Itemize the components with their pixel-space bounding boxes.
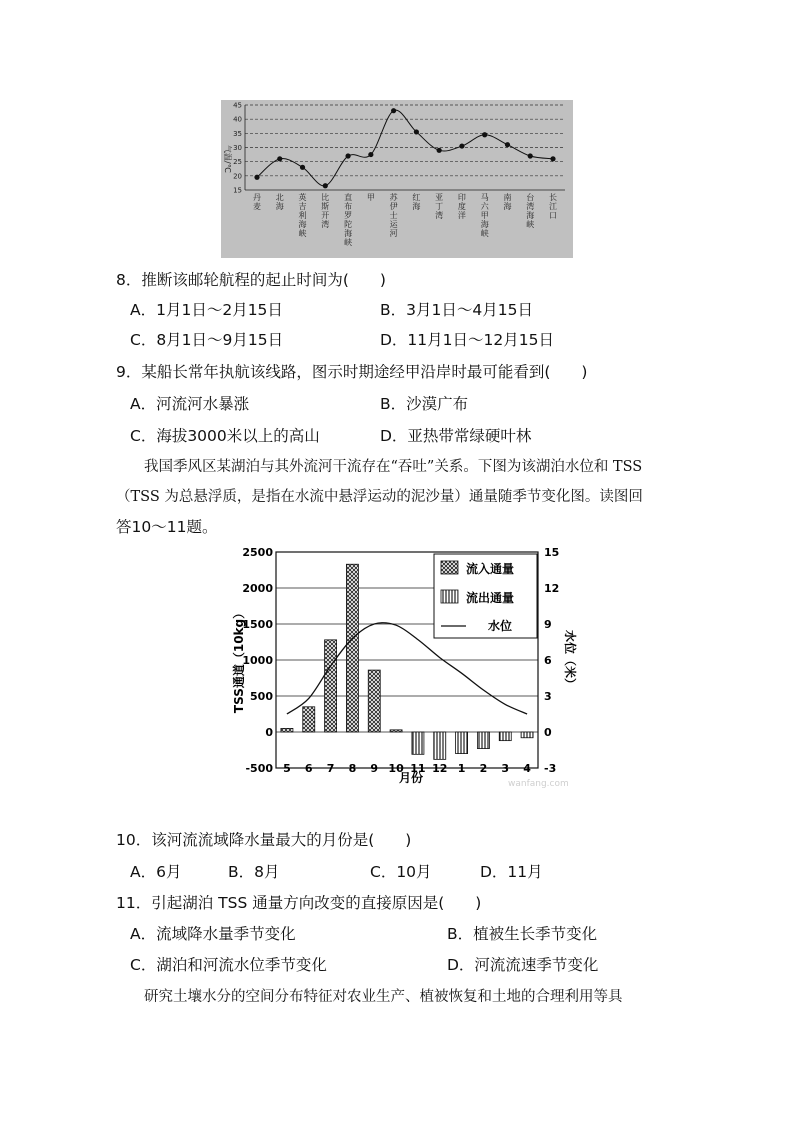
chart2-left-tick-label: 0 bbox=[265, 726, 273, 739]
temperature-point bbox=[482, 132, 487, 137]
passage-line-2: （TSS 为总悬浮质，是指在水流中悬浮运动的泥沙量）通量随季节变化图。读图回 bbox=[116, 489, 643, 505]
q11-stem: 11．引起湖泊 TSS 通量方向改变的直接原因是( ) bbox=[116, 894, 482, 912]
chart2-left-tick-label: -500 bbox=[245, 762, 273, 775]
tss-waterlevel-chart bbox=[226, 546, 582, 790]
chart1-x-tick-label: 比斯开湾 bbox=[321, 193, 330, 229]
temperature-point bbox=[391, 108, 396, 113]
chart2-x-axis-label: 月份 bbox=[398, 771, 424, 785]
temperature-point bbox=[414, 129, 419, 134]
legend-outflow-label: 流出通量 bbox=[466, 591, 515, 605]
chart2-x-tick-label: 11 bbox=[410, 762, 426, 775]
temperature-point bbox=[528, 153, 533, 158]
q11-option-a[interactable]: A．流域降水量季节变化 bbox=[130, 925, 296, 943]
inflow-bar bbox=[281, 728, 293, 732]
temperature-point bbox=[277, 156, 282, 161]
chart2-x-tick-label: 1 bbox=[457, 762, 466, 775]
q8-option-a[interactable]: A．1月1日～2月15日 bbox=[130, 301, 283, 319]
legend-inflow-label: 流入通量 bbox=[466, 562, 515, 576]
temperature-point bbox=[300, 165, 305, 170]
chart2-right-tick-label: 15 bbox=[544, 546, 560, 559]
outflow-bar bbox=[456, 732, 468, 754]
inflow-bar bbox=[368, 670, 380, 732]
chart1-x-tick-label: 直布罗陀海峡 bbox=[344, 193, 353, 247]
chart1-x-tick-label: 南海 bbox=[503, 193, 512, 211]
temperature-route-chart bbox=[221, 100, 573, 258]
watermark: wanfang.com bbox=[508, 779, 569, 789]
chart2-y-axis-label-right: 水位（米） bbox=[563, 629, 577, 691]
temperature-point bbox=[437, 148, 442, 153]
legend-waterlevel-label: 水位 bbox=[488, 619, 513, 633]
passage2-line-1: 研究土壤水分的空间分布特征对农业生产、植被恢复和土地的合理利用等具 bbox=[144, 989, 623, 1005]
chart2-x-tick-label: 6 bbox=[304, 762, 313, 775]
chart2-right-tick-label: 9 bbox=[544, 618, 552, 631]
passage-line-1: 我国季风区某湖泊与其外流河干流存在“吞吐”关系。下图为该湖泊水位和 TSS bbox=[144, 459, 643, 475]
chart2-left-tick-label: 1500 bbox=[242, 618, 273, 631]
chart2-left-tick-label: 500 bbox=[250, 690, 273, 703]
chart1-x-tick-label: 印度洋 bbox=[457, 193, 466, 220]
temperature-point bbox=[345, 153, 350, 158]
chart2-x-tick-label: 3 bbox=[501, 762, 510, 775]
q10-option-a[interactable]: A．6月 bbox=[130, 863, 182, 881]
q8-option-c[interactable]: C．8月1日～9月15日 bbox=[130, 331, 284, 349]
chart1-x-tick-label: 红海 bbox=[412, 193, 421, 211]
q8-option-b[interactable]: B．3月1日～4月15日 bbox=[380, 301, 533, 319]
temperature-point bbox=[368, 152, 373, 157]
q10-option-d[interactable]: D．11月 bbox=[480, 863, 543, 881]
inflow-bar bbox=[346, 564, 358, 732]
q9-option-d[interactable]: D．亚热带常绿硬叶林 bbox=[380, 427, 532, 445]
inflow-bar bbox=[303, 707, 315, 732]
chart2-right-tick-label: 0 bbox=[544, 726, 552, 739]
q9-option-b[interactable]: B．沙漠广布 bbox=[380, 395, 469, 413]
legend-inflow-swatch bbox=[441, 561, 458, 574]
chart2-left-tick-label: 2500 bbox=[242, 546, 273, 559]
chart1-y-tick-label: 15 bbox=[233, 186, 242, 195]
q8-stem: 8．推断该邮轮航程的起止时间为( ) bbox=[116, 271, 386, 289]
outflow-bar bbox=[499, 732, 511, 741]
passage-line-3: 答10～11题。 bbox=[116, 518, 218, 536]
temperature-point bbox=[505, 142, 510, 147]
chart2-y-axis-label-left: TSS通道（10kg） bbox=[232, 606, 246, 714]
chart1-x-tick-label: 甲 bbox=[366, 193, 375, 202]
q11-option-c[interactable]: C．湖泊和河流水位季节变化 bbox=[130, 956, 327, 974]
chart2-x-tick-label: 10 bbox=[388, 762, 404, 775]
chart1-y-tick-label: 25 bbox=[233, 158, 242, 167]
chart2-x-tick-label: 9 bbox=[370, 762, 379, 775]
chart1-y-tick-label: 40 bbox=[233, 115, 242, 124]
chart2-x-tick-label: 12 bbox=[432, 762, 448, 775]
inflow-bar bbox=[325, 640, 337, 732]
temperature-point bbox=[254, 175, 259, 180]
temperature-point bbox=[459, 143, 464, 148]
q10-stem: 10．该河流流域降水量最大的月份是( ) bbox=[116, 831, 412, 849]
chart1-x-tick-label: 马六甲海峡 bbox=[480, 193, 489, 238]
temperature-point bbox=[550, 156, 555, 161]
q11-option-d[interactable]: D．河流流速季节变化 bbox=[447, 956, 599, 974]
outflow-bar bbox=[521, 732, 533, 738]
outflow-bar bbox=[434, 732, 446, 759]
legend-outflow-swatch bbox=[441, 590, 458, 603]
chart2-left-tick-label: 1000 bbox=[242, 654, 273, 667]
chart1-x-tick-label: 苏伊士运河 bbox=[389, 193, 398, 238]
chart1-x-tick-label: 台湾海峡 bbox=[526, 193, 535, 229]
outflow-bar bbox=[412, 732, 424, 754]
q8-option-d[interactable]: D．11月1日～12月15日 bbox=[380, 331, 554, 349]
chart1-x-tick-label: 长江口 bbox=[549, 193, 557, 220]
chart1-y-tick-label: 30 bbox=[233, 144, 242, 152]
chart1-y-tick-label: 35 bbox=[233, 129, 242, 138]
q10-option-b[interactable]: B．8月 bbox=[228, 863, 280, 881]
q11-option-b[interactable]: B．植被生长季节变化 bbox=[447, 925, 598, 943]
chart1-y-tick-label: 20 bbox=[233, 172, 242, 181]
chart2-x-tick-label: 7 bbox=[326, 762, 335, 775]
q9-option-a[interactable]: A．河流河水暴涨 bbox=[130, 395, 250, 413]
chart2-right-tick-label: 3 bbox=[544, 690, 552, 703]
q10-option-c[interactable]: C．10月 bbox=[370, 863, 432, 881]
chart2-x-tick-label: 8 bbox=[348, 762, 357, 775]
chart2-x-tick-label: 2 bbox=[479, 762, 488, 775]
chart1-y-tick-label: 45 bbox=[233, 101, 242, 110]
chart2-right-tick-label: -3 bbox=[544, 762, 557, 775]
q9-option-c[interactable]: C．海拔3000米以上的高山 bbox=[130, 427, 320, 445]
chart1-y-axis-label: 气温/℃ bbox=[223, 145, 232, 173]
chart1-x-tick-label: 亚丁湾 bbox=[435, 193, 444, 220]
chart2-right-tick-label: 6 bbox=[544, 654, 552, 667]
chart2-legend bbox=[434, 554, 537, 638]
chart2-x-tick-label: 4 bbox=[523, 762, 531, 775]
outflow-bar bbox=[477, 732, 489, 749]
inflow-bar bbox=[390, 730, 402, 732]
temperature-point bbox=[323, 183, 328, 188]
chart1-x-tick-label: 英吉利海峡 bbox=[298, 193, 307, 238]
chart1-x-tick-label: 丹麦 bbox=[253, 193, 261, 211]
chart2-right-tick-label: 12 bbox=[544, 582, 560, 595]
q9-stem: 9．某船长常年执航该线路，图示时期途经甲沿岸时最可能看到( ) bbox=[116, 363, 588, 381]
chart1-x-tick-label: 北海 bbox=[275, 193, 284, 211]
chart2-left-tick-label: 2000 bbox=[242, 582, 273, 595]
chart2-x-tick-label: 5 bbox=[283, 762, 291, 775]
